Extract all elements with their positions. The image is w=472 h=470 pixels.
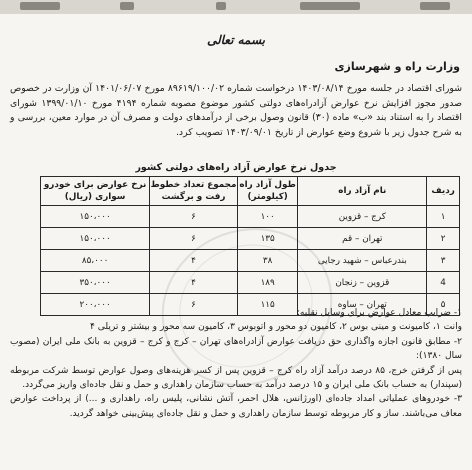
note-bank-law: ۲- مطابق قانون اجازه واگذاری حق دریافت عوارض آزادراه‌های تهران – کرج و کرج – قزوین به بانک ملی ایران (مصوب سال ۱۳۸۰): (10, 336, 462, 362)
cell-lanes: ۶ (150, 294, 238, 316)
note-coefficients-title: ۱- ضرایب معادل عوارض برای وسایل نقلیه: (296, 308, 462, 318)
header-lanes: مجموع تعداد خطوط رفت و برگشت (150, 177, 238, 206)
header-row-number: ردیف (427, 177, 460, 206)
cell-lanes: ۴ (150, 272, 238, 294)
table-row (41, 228, 460, 250)
cell-toll: ۲۰۰،۰۰۰ (41, 294, 150, 316)
header-toll: نرخ عوارض برای خودرو سواری (ریال) (41, 177, 150, 206)
cell-toll: ۱۵۰،۰۰۰ (41, 228, 150, 250)
table-header-row (41, 177, 460, 206)
note-coefficients-values: وانت ۱، کامیونت و مینی بوس ۲، کامیون دو محور و اتوبوس ۳، کامیون سه محور و بیشتر و تریلی ۴ (90, 322, 462, 333)
cell-freeway-name: بندرعباس – شهید رجایی (298, 250, 427, 272)
cell-freeway-name: تهران – ساوه (298, 294, 427, 316)
cell-row-number: ۱ (427, 206, 460, 228)
cell-lanes: ۴ (150, 250, 238, 272)
ministry-title: وزارت راه و شهرسازی (334, 60, 460, 73)
cell-row-number: ۲ (427, 228, 460, 250)
cell-row-number: 4 (427, 272, 460, 294)
note-exemptions: ۳- خودروهای عملیاتی امداد جاده‌ای (اورژانس، هلال احمر، آتش نشانی، پلیس راه، راهداری و ...) از پرداخت عوارض معاف می‌باشند. ساز و کار مربوطه توسط سازمان راهداری و حمل و نقل جاده‌ای پیش‌بینی خواهد گردید. (10, 394, 462, 419)
table-row (41, 206, 460, 228)
cell-toll: ۱۵۰،۰۰۰ (41, 206, 150, 228)
cell-lanes: ۶ (150, 228, 238, 250)
cell-row-number: ۵ (427, 294, 460, 316)
toll-rates-table (40, 176, 460, 316)
intro-paragraph: شورای اقتصاد در جلسه مورخ ۱۴۰۳/۰۸/۱۴ درخواست شماره ۸۹۶۱۹/۱۰۰/۰۲ مورخ ۱۴۰۱/۰۶/۰۷ آن وزارت در خصوص صدور مجوز افزایش نرخ عوارض آزادراه‌های دولتی کشور موضوع مصوبه شماره ۴۱۹۴ مورخ ۱۳۹۹/۰۱/۱۰ شورای اقتصاد را به استناد بند «ب» ماده (۳۰) قانون وصول برخی از درآمدهای دولت و مصرف آن در موارد معین، بررسی و به شرح جدول زیر با شروع وضع عوارض از تاریخ ۱۴۰۳/۰۹/۰۱ تصویب کرد. (10, 83, 463, 138)
cell-row-number: ۳ (427, 250, 460, 272)
cell-toll: ۸۵،۰۰۰ (41, 250, 150, 272)
cell-lanes: ۶ (150, 206, 238, 228)
cell-toll: ۳۵۰،۰۰۰ (41, 272, 150, 294)
bismillah-heading: بسمه تعالی (206, 33, 266, 47)
cell-freeway-name: قزوین – زنجان (298, 272, 427, 294)
header-freeway-name: نام آزاد راه (298, 177, 427, 206)
cell-length: ۱۸۹ (237, 272, 298, 294)
header-length: طول آزاد راه (کیلومتر) (237, 177, 298, 206)
table-title: جدول نرخ عوارض آزاد راه‌های دولتی کشور (135, 162, 337, 173)
letterhead-strip (0, 0, 472, 14)
cell-length: ۱۰۰ (237, 206, 298, 228)
cell-length: ۳۸ (237, 250, 298, 272)
cell-length: ۱۳۵ (237, 228, 298, 250)
table-row (41, 272, 460, 294)
notes-section (10, 306, 462, 421)
note-revenue-split: پس از گرفتن خرج، ۸۵ درصد درآمد آزاد راه کرج – قزوین پس از کسر هزینه‌های وصول عوارض توسط شرکت مربوطه (سپندار) به حساب بانک ملی ایران و ۱۵ درصد درآمد به حساب سازمان راهداری و حمل و نقل جاده‌ای واریز می‌گردد. (10, 365, 462, 391)
table-row (41, 250, 460, 272)
cell-freeway-name: تهران – قم (298, 228, 427, 250)
cell-freeway-name: کرج – قزوین (298, 206, 427, 228)
cell-length: ۱۱۵ (237, 294, 298, 316)
